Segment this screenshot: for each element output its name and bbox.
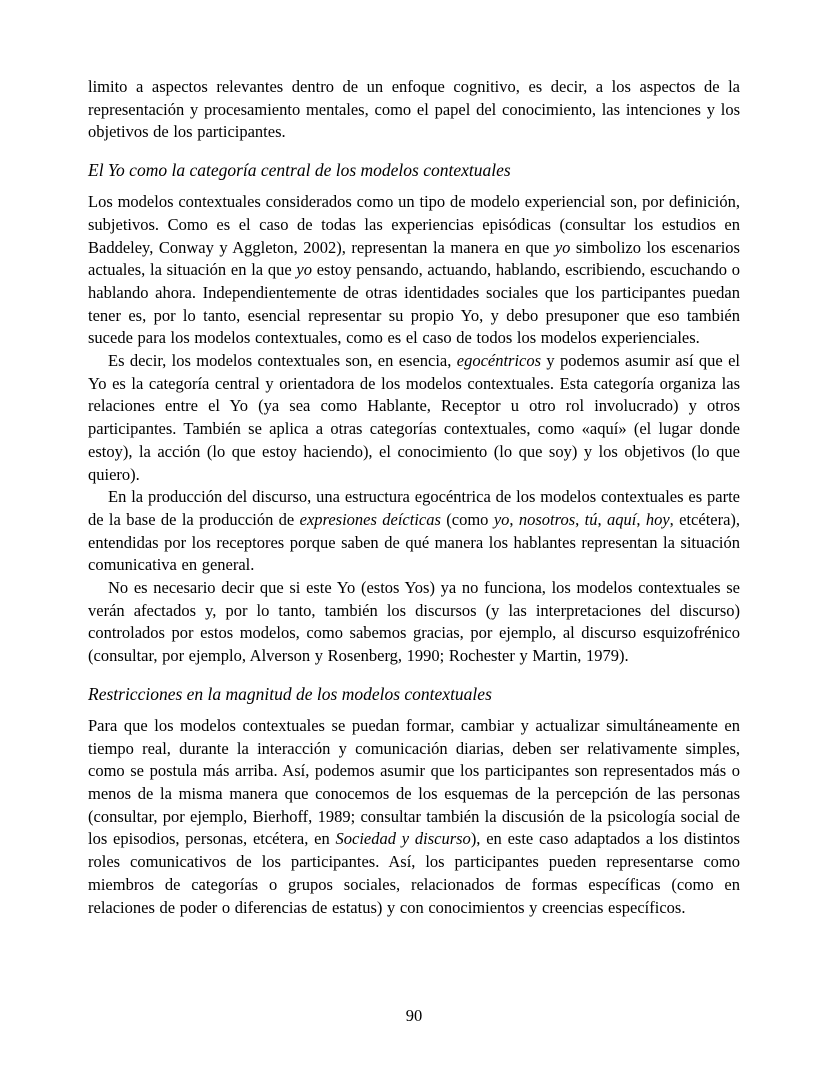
- italic-text: tú: [584, 509, 598, 529]
- text-run: limito a aspectos relevantes dentro de un enfoque cognitivo, es decir, a los aspectos de la representación y procesamiento mentales, como el papel del conocimiento, las intenciones y los objetivos de los participantes.: [88, 77, 740, 142]
- text-run: (como: [440, 509, 494, 529]
- italic-text: yo: [493, 509, 510, 529]
- italic-text: expresiones deícticas: [299, 509, 441, 529]
- text-run: No es necesario decir que si este Yo (estos Yos) ya no funciona, los modelos contextuales se verán afectados y, por lo tanto, también los discursos (y las interpretaciones del discurso) controlados por estos modelos, como sabemos gracias, por ejemplo, al discurso esquizofrénico (consultar, por ejemplo, Alverson y Rosenberg, 1990; Rochester y Martin, 1979).: [88, 578, 740, 666]
- text-run: En la producción del discurso, una estructura egocéntrica de los modelos contextuales es parte de la base de la producción de: [88, 487, 740, 529]
- italic-text: yo: [554, 237, 571, 257]
- text-run: Es decir, los modelos contextuales son, en esencia,: [108, 351, 457, 371]
- paragraph: [88, 577, 740, 668]
- paragraph: [88, 76, 740, 144]
- text-run: ), en este caso adaptados a los distintos roles comunicativos de los participantes. Así, los participantes pueden representarse como miembros de categorías o grupos sociales, relacionados de formas específicas (como en relaciones de poder o diferencias de estatus) y con conocimientos y creencias específicos.: [88, 829, 740, 917]
- text-run: Para que los modelos contextuales se puedan formar, cambiar y actualizar simultáneamente en tiempo real, durante la interacción y comunicación diarias, deben ser relativamente simples, como se postula más arriba. Así, podemos asumir que los participantes son representados más o menos de la misma manera que conocemos de los esquemas de la percepción de las personas (consultar, por ejemplo, Bierhoff, 1989; consultar también la discusión de la psicología social de los episodios, personas, etcétera, en: [88, 715, 740, 849]
- text-run: estoy pensando, actuando, hablando, escribiendo, escuchando o hablando ahora. Independientemente de otras identidades sociales que los participantes puedan tener es, por lo tanto, esencial representar su propio Yo, y debo presuponer que eso también sucede para los modelos contextuales, como es el caso de todos los modelos experienciales.: [88, 260, 740, 348]
- text-run: Los modelos contextuales considerados como un tipo de modelo experiencial son, por definición, subjetivos. Como es el caso de todas las experiencias episódicas (consultar los estudios en Baddeley, Conway y Aggleton, 2002), representan la manera en que: [88, 192, 740, 257]
- paragraph: [88, 486, 740, 577]
- text-run: ,: [509, 509, 519, 529]
- paragraph: [88, 350, 740, 486]
- text-run: ,: [575, 509, 585, 529]
- italic-text: nosotros: [518, 509, 576, 529]
- text-run: ,: [597, 509, 607, 529]
- paragraph: [88, 715, 740, 919]
- page-number: 90: [405, 1006, 423, 1025]
- section-heading: El Yo como la categoría central de los modelos contextuales: [88, 160, 511, 181]
- page-content: [88, 76, 740, 919]
- italic-text: hoy: [645, 509, 670, 529]
- italic-text: yo: [296, 260, 312, 280]
- text-run: simbolizo los escenarios actuales, la situación en la que: [88, 237, 740, 280]
- italic-text: egocéntricos: [456, 351, 542, 371]
- section-heading: Restricciones en la magnitud de los modelos contextuales: [88, 683, 492, 704]
- text-run: ,: [636, 509, 646, 529]
- italic-text: aquí: [606, 509, 637, 529]
- text-run: , etcétera), entendidas por los receptores porque saben de qué manera los hablantes representan la situación comunicativa en general.: [88, 509, 741, 575]
- paragraph: [88, 191, 740, 350]
- text-run: y podemos asumir así que el Yo es la categoría central y orientadora de los modelos contextuales. Esta categoría organiza las relaciones entre el Yo (ya sea como Hablante, Receptor u otro rol involucrado) y otros participantes. También se aplica a otras categorías contextuales, como «aquí» (el lugar donde estoy), la acción (lo que estoy haciendo), el conocimiento (lo que soy) y los objetivos (lo que quiero).: [88, 351, 741, 484]
- italic-text: Sociedad y discurso: [335, 829, 471, 849]
